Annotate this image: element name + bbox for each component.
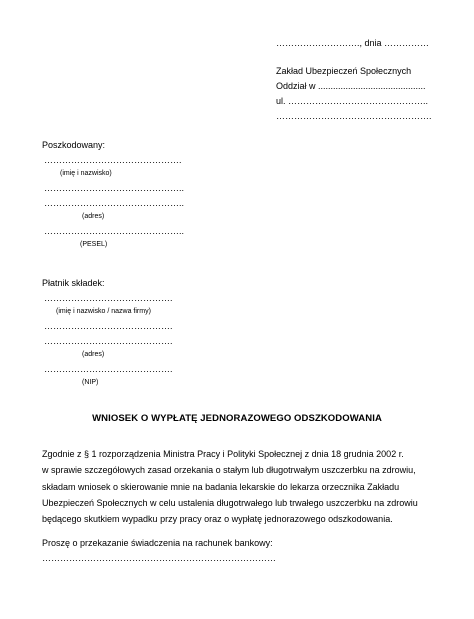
payer-address-caption: (adres)	[82, 351, 105, 358]
injured-address-field-1: ………………………………………..	[44, 183, 185, 193]
injured-pesel-caption: (PESEL)	[80, 241, 108, 248]
injured-name-caption: (imię i nazwisko)	[60, 170, 112, 177]
injured-address-field-2: ………………………………………..	[44, 198, 185, 208]
body-line-1: Zgodnie z § 1 rozporządzenia Ministra Pracy i Polityki Społecznej z dnia 18 grudnia 2002 r.	[42, 449, 404, 459]
body-line-4: Ubezpieczeń Społecznych w celu ustalenia długotrwałego lub trwałego uszczerbku na zdrowiu	[42, 498, 418, 508]
payer-address-field-1: …………………………………….	[44, 321, 173, 331]
bank-account-label: Proszę o przekazanie świadczenia na rachunek bankowy:	[42, 538, 273, 548]
date-line: ………………………., dnia ……………	[276, 38, 430, 48]
addressee-line-2: Oddział w ...........................................	[276, 81, 426, 91]
bank-account-field: ……………………………………………………………………	[42, 553, 276, 563]
payer-name-caption: (imię i nazwisko / nazwa firmy)	[56, 308, 151, 315]
injured-name-field: ……………………………………….	[44, 155, 182, 165]
addressee-line-3: ul. ………………………………………..	[276, 96, 429, 106]
injured-heading: Poszkodowany:	[42, 140, 106, 150]
injured-pesel-field: ………………………………………..	[44, 226, 185, 236]
payer-nip-caption: (NIP)	[82, 379, 99, 386]
addressee-line-4: …………………………………………….	[276, 111, 432, 121]
payer-name-field: …………………………………….	[44, 293, 173, 303]
addressee-line-1: Zakład Ubezpieczeń Społecznych	[276, 66, 412, 76]
body-line-2: w sprawie szczegółowych zasad orzekania o stałym lub długotrwałym uszczerbku na zdrowiu,	[42, 465, 416, 475]
body-line-5: będącego skutkiem wypadku przy pracy oraz o wypłatę jednorazowego odszkodowania.	[42, 514, 393, 524]
injured-address-caption: (adres)	[82, 213, 105, 220]
payer-address-field-2: …………………………………….	[44, 336, 173, 346]
payer-nip-field: …………………………………….	[44, 364, 173, 374]
body-line-3: składam wniosek o skierowanie mnie na badania lekarskie do lekarza orzecznika Zakładu	[42, 482, 400, 492]
payer-heading: Płatnik składek:	[42, 278, 105, 288]
document-title: WNIOSEK O WYPŁATĘ JEDNORAZOWEGO ODSZKODOWANIA	[92, 413, 382, 424]
